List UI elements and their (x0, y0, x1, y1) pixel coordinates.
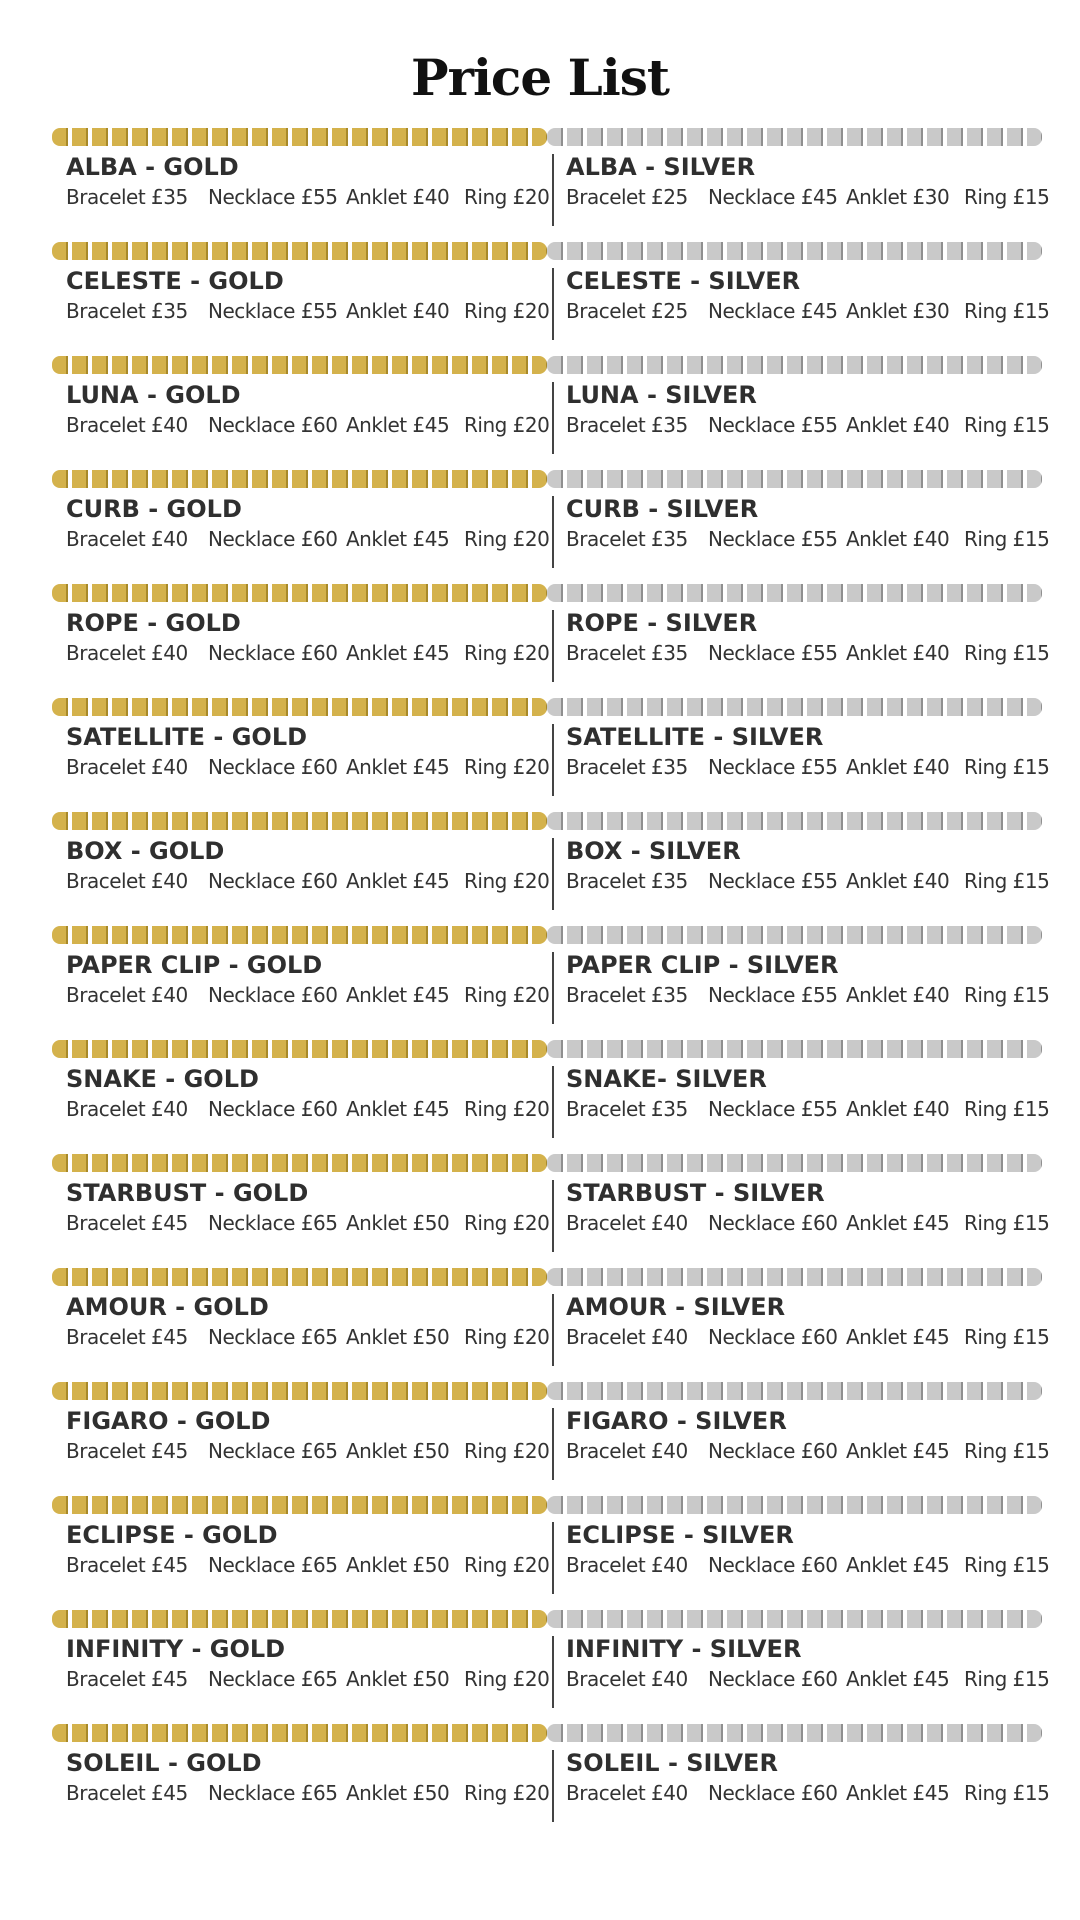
ring-price: Ring £15 (964, 299, 1050, 323)
bracelet-price: Bracelet £35 (566, 1097, 688, 1121)
silver-product-name: INFINITY - SILVER (566, 1635, 802, 1663)
ring-price: Ring £15 (964, 527, 1050, 551)
necklace-price: Necklace £55 (708, 413, 838, 437)
column-divider (552, 838, 554, 910)
necklace-price: Necklace £60 (208, 869, 338, 893)
ring-price: Ring £20 (464, 185, 550, 209)
ring-price: Ring £20 (464, 1097, 550, 1121)
column-divider (552, 154, 554, 226)
ring-price: Ring £20 (464, 755, 550, 779)
silver-price-block (566, 1178, 1056, 1238)
necklace-price: Necklace £45 (708, 299, 838, 323)
bracelet-price: Bracelet £45 (66, 1781, 188, 1805)
silver-chain-image (547, 1496, 1042, 1514)
gold-product-name: AMOUR - GOLD (66, 1293, 269, 1321)
anklet-price: Anklet £50 (346, 1325, 450, 1349)
gold-price-block (66, 1178, 556, 1238)
chain-image (52, 584, 1042, 602)
bracelet-price: Bracelet £40 (566, 1781, 688, 1805)
silver-product-name: STARBUST - SILVER (566, 1179, 825, 1207)
gold-price-block (66, 1520, 556, 1580)
price-row (52, 350, 1050, 464)
ring-price: Ring £15 (964, 185, 1050, 209)
silver-chain-image (547, 1268, 1042, 1286)
gold-chain-image (52, 1040, 547, 1058)
silver-price-block (566, 950, 1056, 1010)
anklet-price: Anklet £40 (846, 413, 950, 437)
silver-prices (566, 1550, 1056, 1580)
column-divider (552, 610, 554, 682)
gold-prices (66, 410, 556, 440)
anklet-price: Anklet £45 (846, 1553, 950, 1577)
bracelet-price: Bracelet £35 (566, 983, 688, 1007)
silver-prices (566, 752, 1056, 782)
bracelet-price: Bracelet £45 (66, 1325, 188, 1349)
bracelet-price: Bracelet £35 (566, 527, 688, 551)
bracelet-price: Bracelet £40 (566, 1439, 688, 1463)
column-divider (552, 268, 554, 340)
gold-product-name: CELESTE - GOLD (66, 267, 284, 295)
gold-chain-image (52, 242, 547, 260)
column-divider (552, 496, 554, 568)
silver-price-block (566, 1406, 1056, 1466)
gold-chain-image (52, 128, 547, 146)
ring-price: Ring £20 (464, 983, 550, 1007)
necklace-price: Necklace £55 (708, 755, 838, 779)
price-row (52, 806, 1050, 920)
price-row (52, 122, 1050, 236)
silver-chain-image (547, 1154, 1042, 1172)
bracelet-price: Bracelet £40 (566, 1553, 688, 1577)
gold-product-name: SNAKE - GOLD (66, 1065, 259, 1093)
ring-price: Ring £15 (964, 1097, 1050, 1121)
necklace-price: Necklace £55 (708, 527, 838, 551)
price-row (52, 1718, 1050, 1832)
silver-product-name: FIGARO - SILVER (566, 1407, 787, 1435)
silver-chain-image (547, 470, 1042, 488)
gold-product-name: INFINITY - GOLD (66, 1635, 286, 1663)
necklace-price: Necklace £60 (208, 983, 338, 1007)
anklet-price: Anklet £40 (346, 299, 450, 323)
chain-image (52, 1610, 1042, 1628)
ring-price: Ring £20 (464, 1553, 550, 1577)
necklace-price: Necklace £55 (208, 185, 338, 209)
silver-prices (566, 1322, 1056, 1352)
chain-image (52, 926, 1042, 944)
silver-prices (566, 1664, 1056, 1694)
silver-prices (566, 1436, 1056, 1466)
silver-product-name: SNAKE- SILVER (566, 1065, 767, 1093)
anklet-price: Anklet £45 (346, 983, 450, 1007)
gold-chain-image (52, 698, 547, 716)
gold-prices (66, 182, 556, 212)
price-row (52, 1034, 1050, 1148)
gold-chain-image (52, 356, 547, 374)
necklace-price: Necklace £55 (708, 983, 838, 1007)
anklet-price: Anklet £50 (346, 1667, 450, 1691)
price-row (52, 1490, 1050, 1604)
ring-price: Ring £20 (464, 1667, 550, 1691)
price-row (52, 578, 1050, 692)
bracelet-price: Bracelet £40 (66, 413, 188, 437)
ring-price: Ring £15 (964, 1325, 1050, 1349)
silver-price-block (566, 608, 1056, 668)
anklet-price: Anklet £45 (846, 1211, 950, 1235)
price-row (52, 1262, 1050, 1376)
anklet-price: Anklet £40 (846, 983, 950, 1007)
silver-prices (566, 980, 1056, 1010)
anklet-price: Anklet £45 (846, 1667, 950, 1691)
chain-image (52, 1496, 1042, 1514)
necklace-price: Necklace £60 (708, 1439, 838, 1463)
gold-chain-image (52, 1496, 547, 1514)
bracelet-price: Bracelet £35 (566, 641, 688, 665)
silver-price-block (566, 1064, 1056, 1124)
ring-price: Ring £15 (964, 1667, 1050, 1691)
bracelet-price: Bracelet £40 (66, 1097, 188, 1121)
bracelet-price: Bracelet £40 (566, 1211, 688, 1235)
anklet-price: Anklet £40 (846, 527, 950, 551)
silver-product-name: CELESTE - SILVER (566, 267, 801, 295)
anklet-price: Anklet £45 (346, 413, 450, 437)
necklace-price: Necklace £55 (208, 299, 338, 323)
gold-prices (66, 866, 556, 896)
bracelet-price: Bracelet £40 (66, 755, 188, 779)
silver-chain-image (547, 584, 1042, 602)
ring-price: Ring £15 (964, 755, 1050, 779)
gold-product-name: ALBA - GOLD (66, 153, 239, 181)
silver-price-block (566, 266, 1056, 326)
silver-price-block (566, 380, 1056, 440)
silver-chain-image (547, 698, 1042, 716)
silver-prices (566, 1778, 1056, 1808)
anklet-price: Anklet £45 (846, 1325, 950, 1349)
silver-product-name: BOX - SILVER (566, 837, 741, 865)
chain-image (52, 470, 1042, 488)
silver-price-block (566, 1748, 1056, 1808)
gold-prices (66, 1550, 556, 1580)
anklet-price: Anklet £30 (846, 185, 950, 209)
gold-price-block (66, 1406, 556, 1466)
anklet-price: Anklet £45 (346, 755, 450, 779)
silver-price-block (566, 1634, 1056, 1694)
necklace-price: Necklace £60 (708, 1325, 838, 1349)
silver-price-block (566, 152, 1056, 212)
price-row (52, 1376, 1050, 1490)
ring-price: Ring £20 (464, 869, 550, 893)
gold-prices (66, 1322, 556, 1352)
gold-product-name: FIGARO - GOLD (66, 1407, 271, 1435)
silver-price-block (566, 836, 1056, 896)
chain-image (52, 1040, 1042, 1058)
chain-image (52, 812, 1042, 830)
necklace-price: Necklace £60 (708, 1553, 838, 1577)
silver-prices (566, 1094, 1056, 1124)
bracelet-price: Bracelet £40 (66, 983, 188, 1007)
silver-product-name: SATELLITE - SILVER (566, 723, 824, 751)
gold-chain-image (52, 1268, 547, 1286)
price-row (52, 236, 1050, 350)
ring-price: Ring £20 (464, 1439, 550, 1463)
silver-product-name: SOLEIL - SILVER (566, 1749, 778, 1777)
silver-price-block (566, 722, 1056, 782)
silver-chain-image (547, 356, 1042, 374)
necklace-price: Necklace £55 (708, 641, 838, 665)
silver-chain-image (547, 1382, 1042, 1400)
anklet-price: Anklet £40 (346, 185, 450, 209)
silver-product-name: LUNA - SILVER (566, 381, 757, 409)
bracelet-price: Bracelet £40 (66, 869, 188, 893)
silver-chain-image (547, 128, 1042, 146)
ring-price: Ring £15 (964, 1781, 1050, 1805)
chain-image (52, 1154, 1042, 1172)
gold-price-block (66, 1748, 556, 1808)
bracelet-price: Bracelet £40 (66, 527, 188, 551)
bracelet-price: Bracelet £35 (566, 755, 688, 779)
ring-price: Ring £15 (964, 1553, 1050, 1577)
necklace-price: Necklace £60 (208, 527, 338, 551)
gold-chain-image (52, 470, 547, 488)
bracelet-price: Bracelet £25 (566, 185, 688, 209)
ring-price: Ring £15 (964, 641, 1050, 665)
gold-chain-image (52, 1382, 547, 1400)
column-divider (552, 1294, 554, 1366)
necklace-price: Necklace £65 (208, 1553, 338, 1577)
anklet-price: Anklet £30 (846, 299, 950, 323)
necklace-price: Necklace £65 (208, 1325, 338, 1349)
ring-price: Ring £15 (964, 1211, 1050, 1235)
necklace-price: Necklace £60 (208, 413, 338, 437)
silver-prices (566, 524, 1056, 554)
anklet-price: Anklet £40 (846, 1097, 950, 1121)
anklet-price: Anklet £50 (346, 1781, 450, 1805)
gold-chain-image (52, 1154, 547, 1172)
necklace-price: Necklace £65 (208, 1211, 338, 1235)
silver-chain-image (547, 1724, 1042, 1742)
gold-chain-image (52, 584, 547, 602)
bracelet-price: Bracelet £40 (66, 641, 188, 665)
gold-prices (66, 1664, 556, 1694)
silver-prices (566, 182, 1056, 212)
necklace-price: Necklace £55 (708, 869, 838, 893)
necklace-price: Necklace £45 (708, 185, 838, 209)
price-row (52, 692, 1050, 806)
silver-product-name: CURB - SILVER (566, 495, 759, 523)
gold-price-block (66, 266, 556, 326)
gold-price-block (66, 950, 556, 1010)
gold-prices (66, 980, 556, 1010)
gold-prices (66, 638, 556, 668)
chain-image (52, 1724, 1042, 1742)
silver-prices (566, 1208, 1056, 1238)
necklace-price: Necklace £65 (208, 1439, 338, 1463)
silver-chain-image (547, 926, 1042, 944)
chain-image (52, 698, 1042, 716)
necklace-price: Necklace £65 (208, 1781, 338, 1805)
gold-prices (66, 296, 556, 326)
gold-product-name: SOLEIL - GOLD (66, 1749, 262, 1777)
gold-product-name: PAPER CLIP - GOLD (66, 951, 323, 979)
chain-image (52, 242, 1042, 260)
ring-price: Ring £15 (964, 983, 1050, 1007)
gold-prices (66, 1436, 556, 1466)
silver-product-name: ROPE - SILVER (566, 609, 758, 637)
gold-price-block (66, 1292, 556, 1352)
anklet-price: Anklet £50 (346, 1211, 450, 1235)
silver-price-block (566, 1292, 1056, 1352)
necklace-price: Necklace £60 (208, 641, 338, 665)
ring-price: Ring £20 (464, 299, 550, 323)
gold-product-name: ECLIPSE - GOLD (66, 1521, 278, 1549)
gold-product-name: CURB - GOLD (66, 495, 242, 523)
anklet-price: Anklet £45 (346, 527, 450, 551)
silver-prices (566, 296, 1056, 326)
bracelet-price: Bracelet £35 (566, 869, 688, 893)
ring-price: Ring £20 (464, 641, 550, 665)
gold-chain-image (52, 926, 547, 944)
bracelet-price: Bracelet £40 (566, 1325, 688, 1349)
ring-price: Ring £20 (464, 413, 550, 437)
gold-price-block (66, 152, 556, 212)
silver-prices (566, 410, 1056, 440)
column-divider (552, 1636, 554, 1708)
silver-chain-image (547, 1040, 1042, 1058)
bracelet-price: Bracelet £35 (66, 299, 188, 323)
gold-chain-image (52, 1610, 547, 1628)
gold-price-block (66, 722, 556, 782)
ring-price: Ring £20 (464, 1211, 550, 1235)
silver-chain-image (547, 242, 1042, 260)
column-divider (552, 1066, 554, 1138)
gold-product-name: BOX - GOLD (66, 837, 225, 865)
silver-product-name: AMOUR - SILVER (566, 1293, 786, 1321)
ring-price: Ring £20 (464, 527, 550, 551)
ring-price: Ring £15 (964, 413, 1050, 437)
column-divider (552, 1522, 554, 1594)
silver-chain-image (547, 812, 1042, 830)
gold-product-name: STARBUST - GOLD (66, 1179, 309, 1207)
gold-chain-image (52, 812, 547, 830)
bracelet-price: Bracelet £45 (66, 1211, 188, 1235)
bracelet-price: Bracelet £45 (66, 1667, 188, 1691)
necklace-price: Necklace £60 (708, 1211, 838, 1235)
column-divider (552, 952, 554, 1024)
silver-price-block (566, 1520, 1056, 1580)
gold-product-name: SATELLITE - GOLD (66, 723, 308, 751)
ring-price: Ring £20 (464, 1325, 550, 1349)
column-divider (552, 1180, 554, 1252)
gold-prices (66, 1094, 556, 1124)
gold-prices (66, 1778, 556, 1808)
bracelet-price: Bracelet £35 (66, 185, 188, 209)
price-row (52, 920, 1050, 1034)
silver-chain-image (547, 1610, 1042, 1628)
necklace-price: Necklace £60 (708, 1667, 838, 1691)
gold-prices (66, 752, 556, 782)
anklet-price: Anklet £40 (846, 641, 950, 665)
anklet-price: Anklet £45 (846, 1781, 950, 1805)
necklace-price: Necklace £55 (708, 1097, 838, 1121)
silver-prices (566, 866, 1056, 896)
anklet-price: Anklet £40 (846, 755, 950, 779)
silver-product-name: PAPER CLIP - SILVER (566, 951, 839, 979)
price-list (52, 122, 1050, 1832)
chain-image (52, 1268, 1042, 1286)
chain-image (52, 356, 1042, 374)
ring-price: Ring £20 (464, 1781, 550, 1805)
anklet-price: Anklet £40 (846, 869, 950, 893)
silver-prices (566, 638, 1056, 668)
anklet-price: Anklet £50 (346, 1439, 450, 1463)
necklace-price: Necklace £60 (208, 755, 338, 779)
anklet-price: Anklet £45 (346, 641, 450, 665)
gold-price-block (66, 494, 556, 554)
column-divider (552, 724, 554, 796)
silver-price-block (566, 494, 1056, 554)
column-divider (552, 1750, 554, 1822)
anklet-price: Anklet £45 (346, 869, 450, 893)
gold-prices (66, 524, 556, 554)
ring-price: Ring £15 (964, 1439, 1050, 1463)
gold-price-block (66, 836, 556, 896)
gold-price-block (66, 1064, 556, 1124)
chain-image (52, 128, 1042, 146)
gold-product-name: LUNA - GOLD (66, 381, 241, 409)
ring-price: Ring £15 (964, 869, 1050, 893)
necklace-price: Necklace £65 (208, 1667, 338, 1691)
gold-price-block (66, 1634, 556, 1694)
bracelet-price: Bracelet £40 (566, 1667, 688, 1691)
bracelet-price: Bracelet £45 (66, 1553, 188, 1577)
bracelet-price: Bracelet £25 (566, 299, 688, 323)
anklet-price: Anklet £45 (846, 1439, 950, 1463)
column-divider (552, 1408, 554, 1480)
necklace-price: Necklace £60 (708, 1781, 838, 1805)
gold-product-name: ROPE - GOLD (66, 609, 241, 637)
bracelet-price: Bracelet £35 (566, 413, 688, 437)
silver-product-name: ECLIPSE - SILVER (566, 1521, 794, 1549)
column-divider (552, 382, 554, 454)
anklet-price: Anklet £50 (346, 1553, 450, 1577)
price-row (52, 464, 1050, 578)
price-row (52, 1604, 1050, 1718)
anklet-price: Anklet £45 (346, 1097, 450, 1121)
silver-product-name: ALBA - SILVER (566, 153, 756, 181)
gold-price-block (66, 380, 556, 440)
price-row (52, 1148, 1050, 1262)
gold-prices (66, 1208, 556, 1238)
gold-price-block (66, 608, 556, 668)
bracelet-price: Bracelet £45 (66, 1439, 188, 1463)
necklace-price: Necklace £60 (208, 1097, 338, 1121)
page-title: Price List (411, 48, 669, 107)
chain-image (52, 1382, 1042, 1400)
gold-chain-image (52, 1724, 547, 1742)
